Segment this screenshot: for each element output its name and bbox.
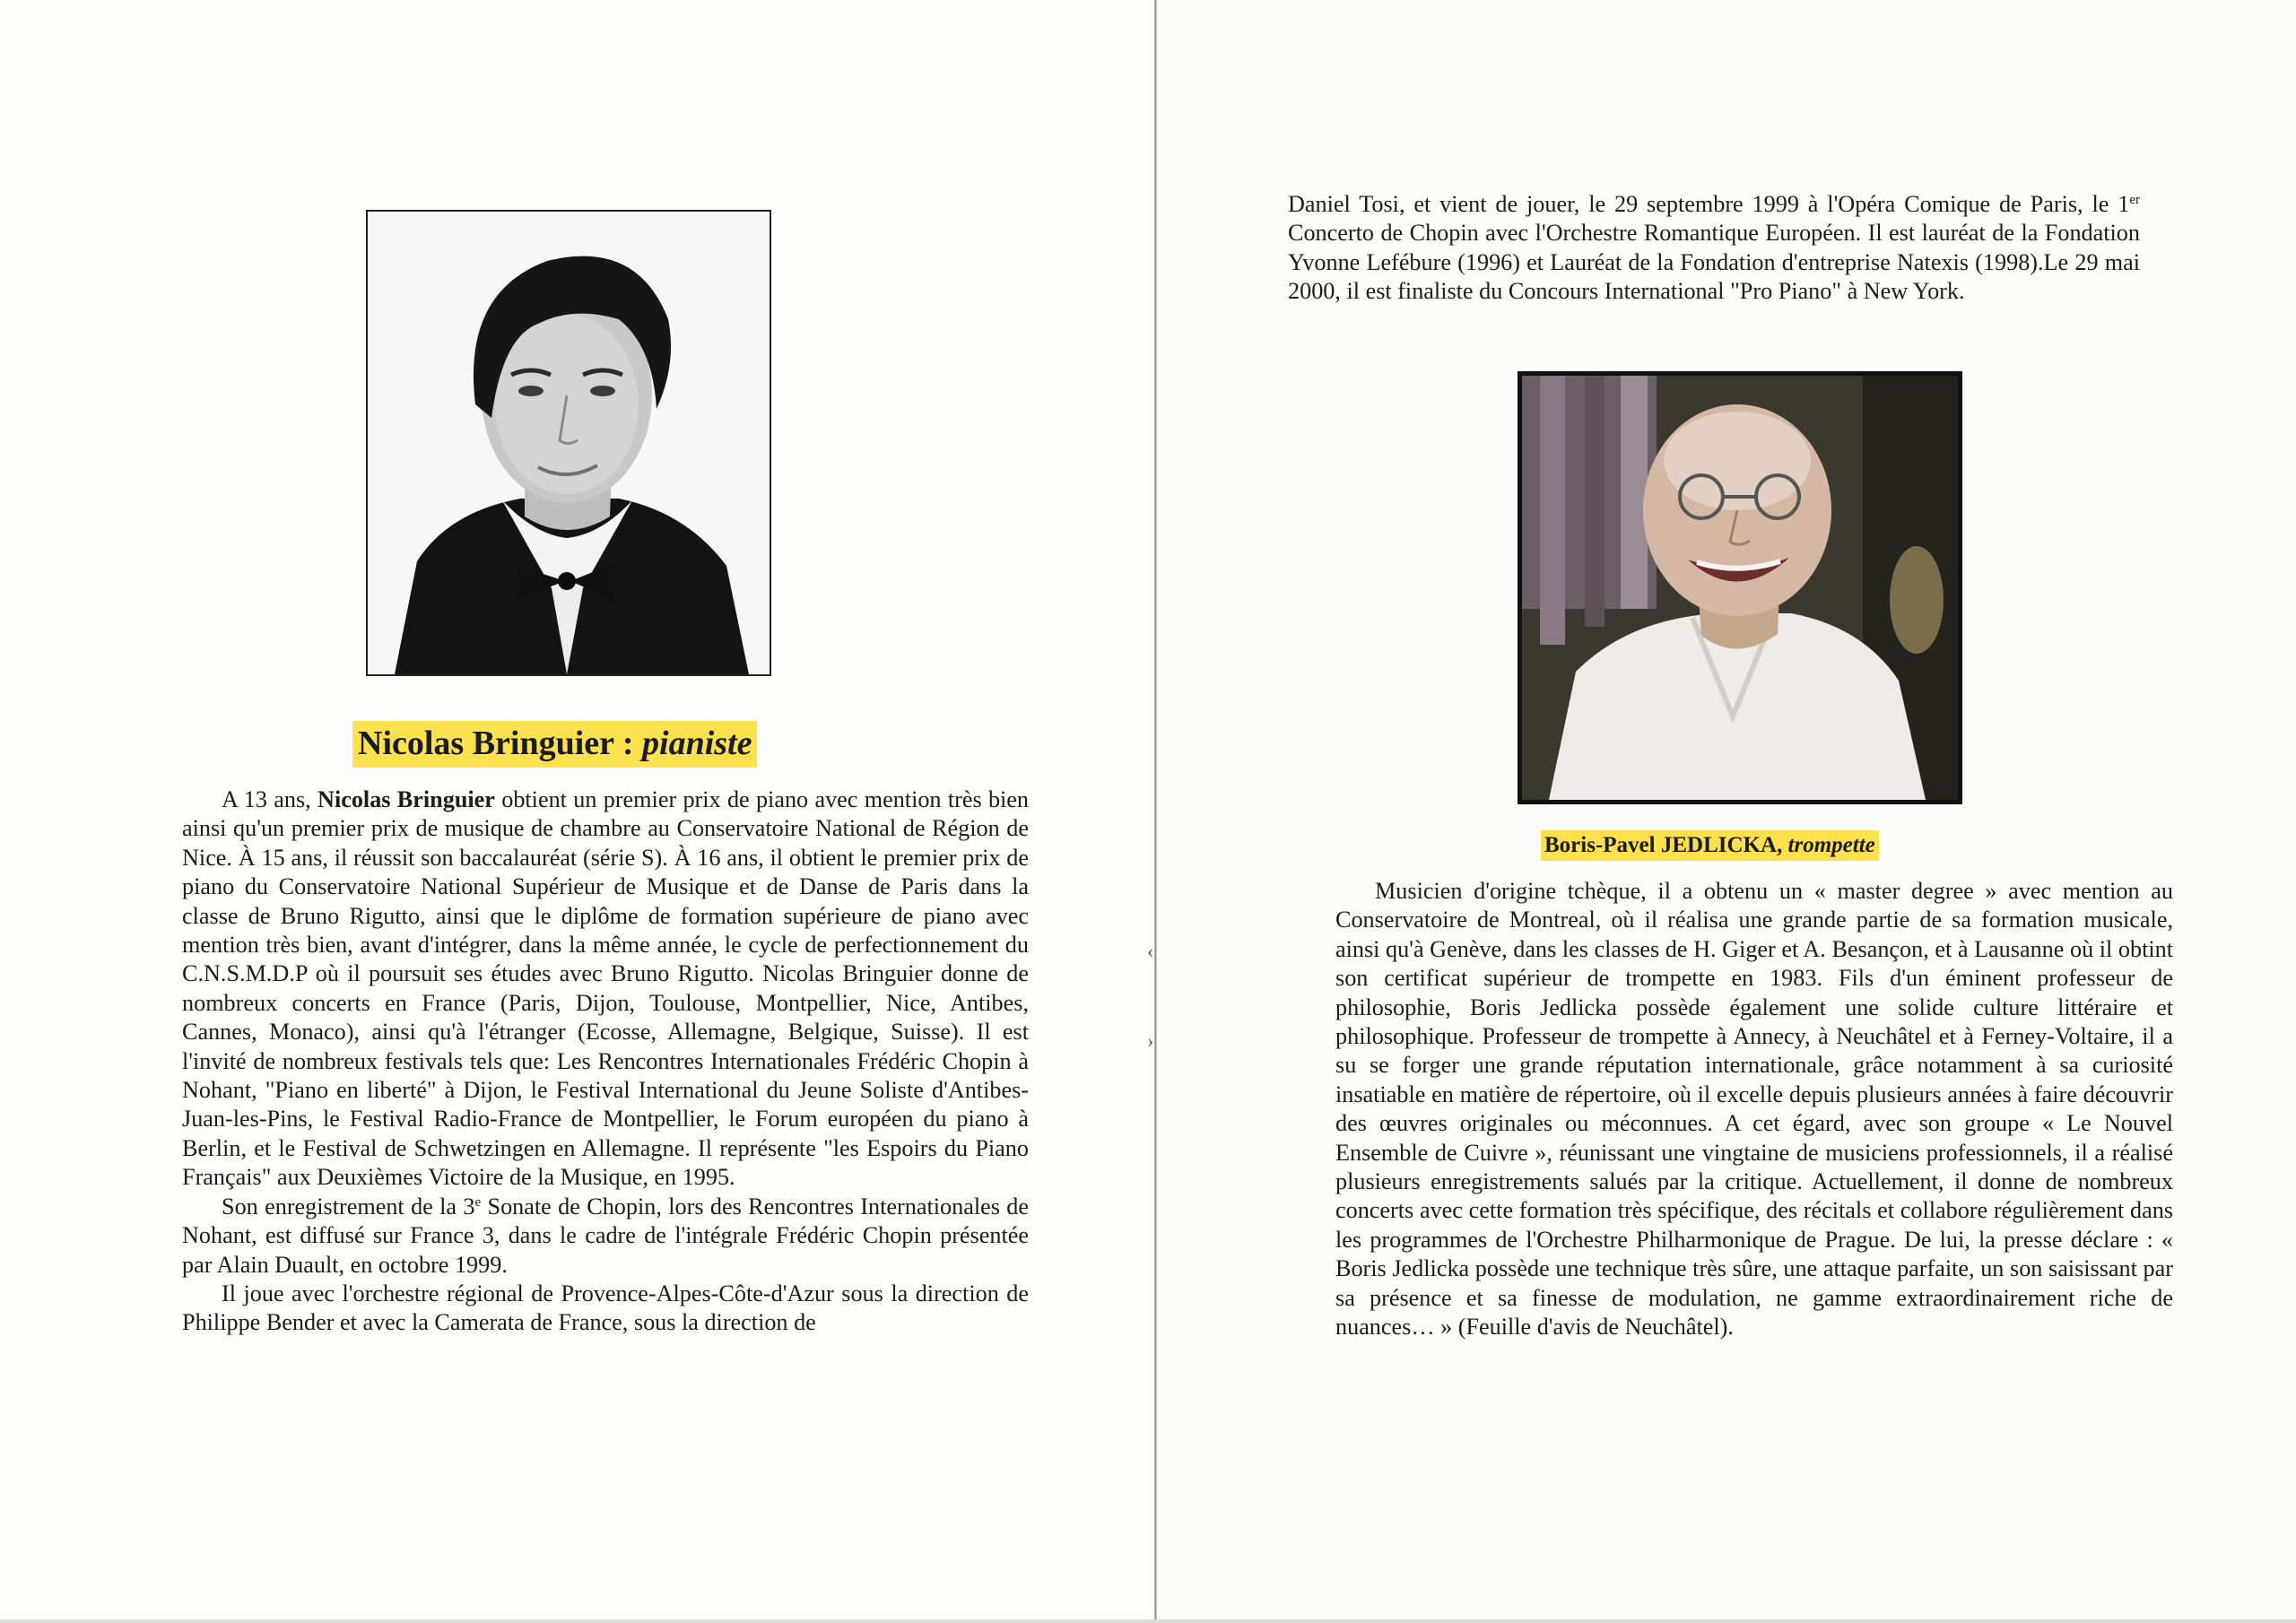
- bold-name: Nicolas Bringuier: [317, 786, 495, 812]
- paragraph-start: A 13 ans,: [222, 786, 311, 812]
- superscript: e: [474, 1194, 482, 1210]
- boris-pavel-jedlicka-heading: [1541, 830, 1879, 861]
- heading-name: Nicolas Bringuier :: [358, 725, 634, 762]
- nicolas-bringuier-heading: [352, 721, 757, 768]
- bringuier-bio-continuation: [1288, 190, 2140, 307]
- continuation-text-1: Daniel Tosi, et vient de jouer, le 29 septembre 1999 à l'Opéra Comique de Paris, le 1: [1288, 191, 2130, 217]
- paragraph-text: obtient un premier prix de piano avec mention très bien ainsi qu'un premier prix de musique de chambre au Conservatoire National de Région de Nice. À 15 ans, il réussit son baccalauréat (série S). À 16 ans, il obtient le premier prix de piano du Conservatoire National Supérieur de Musique et de Danse de Paris dans la classe de Bruno Rigutto, ainsi que le diplôme de formation supérieure de piano avec mention très bien, avant d'intégrer, dans la même année, le cycle de perfectionnement du C.N.S.M.D.P où il poursuit ses études avec Bruno Rigutto. Nicolas Bringuier donne de nombreux concerts en France (Paris, Dijon, Toulouse, Montpellier, Nice, Antibes, Cannes, Monaco), ainsi qu'à l'étranger (Ecosse, Allemagne, Belgique, Suisse). Il est l'invité de nombreux festivals tels que: Les Rencontres Internationales Frédéric Chopin à Nohant, "Piano en liberté" à Dijon, le Festival International du Jeune Soliste d'Antibes-Juan-les-Pins, le Festival Radio-France de Montpellier, le Forum européen du piano à Berlin, et le Festival de Schwetzingen en Allemagne. Il représente "les Espoirs du Piano Français" aux Deuxièmes Victoire de la Musique, en 1995.: [182, 786, 1030, 1191]
- page-bottom-edge: [0, 1619, 2296, 1623]
- continuation-text-2: Concerto de Chopin avec l'Orchestre Romantique Européen. Il est lauréat de la Fondation Yvonne Lefébure (1996) et Lauréat de la Fondation d'entreprise Natexis (1998).Le 29 mai 2000, il est finaliste du Concours International "Pro Piano" à New York.: [1288, 220, 2140, 305]
- boris-pavel-jedlicka-portrait-image: [1522, 376, 1958, 800]
- bio-paragraph-2: [182, 1193, 1029, 1280]
- jedlicka-paragraph: Musicien d'origine tchèque, il a obtenu un « master degree » avec mention au Conservatoire de Montreal, où il réalisa une grande partie de sa formation musicale, ainsi qu'à Genève, dans les classes de H. Giger et A. Besançon, et à Lausanne où il obtint son certificat supérieur de trompette en 1983. Fils d'un éminent professeur de philosophie, Boris Jedlicka possède également une solide culture littéraire et philosophique. Professeur de trompette à Annecy, à Neuchâtel et à Ferney-Voltaire, il a su se forger une grande réputation internationale, grâce notamment à sa curiosité insatiable en matière de répertoire, où il excelle depuis plusieurs années à faire découvrir des œuvres originales ou méconnues. A cet égard, avec son groupe « Le Nouvel Ensemble de Cuivre », réunissant une vingtaine de musiciens professionnels, il a réalisé plusieurs enregistrements salués par la critique. Actuellement, il donne de nombreux concerts avec cette formation très spécifique, des récitals et collabore régulièrement dans les programmes de l'Orchestre Philharmonique de Prague. De lui, la presse déclare : « Boris Jedlicka possède une technique très sûre, une attaque parfaite, un son saisissant par sa présence et sa finesse de modulation, ne gamme extraordinairement riche de nuances… » (Feuille d'avis de Neuchâtel).: [1335, 878, 2173, 1341]
- superscript: er: [2129, 193, 2140, 207]
- continuation-paragraph: [1288, 190, 2140, 307]
- bio-paragraph-1: [182, 785, 1029, 1193]
- spine-crease-mark: ‹: [1147, 940, 1154, 962]
- bio-paragraph-3: Il joue avec l'orchestre régional de Provence-Alpes-Côte-d'Azur sous la direction de Philippe Bender et avec la Camerata de France, sous la direction de: [182, 1280, 1029, 1336]
- paragraph-text: Sonate de Chopin, lors des Rencontres Internationales de Nohant, est diffusé sur France 3, dans le cadre de l'intégrale Frédéric Chopin présentée par Alain Duault, en octobre 1999.: [182, 1193, 1029, 1278]
- boris-pavel-jedlicka-photo: [1518, 371, 1962, 804]
- boris-pavel-jedlicka-biography: [1335, 877, 2173, 1342]
- book-spine: [1154, 0, 1157, 1623]
- nicolas-bringuier-biography: [182, 785, 1029, 1338]
- heading-name: Boris-Pavel JEDLICKA,: [1544, 833, 1783, 857]
- nicolas-bringuier-portrait-image: [368, 212, 770, 674]
- nicolas-bringuier-photo: [366, 210, 771, 676]
- heading-role: trompette: [1787, 833, 1875, 857]
- spine-crease-mark: ›: [1147, 1029, 1154, 1052]
- heading-role: pianiste: [642, 725, 752, 762]
- paragraph-start: Son enregistrement de la 3: [222, 1193, 475, 1219]
- right-page: [1157, 0, 2296, 1623]
